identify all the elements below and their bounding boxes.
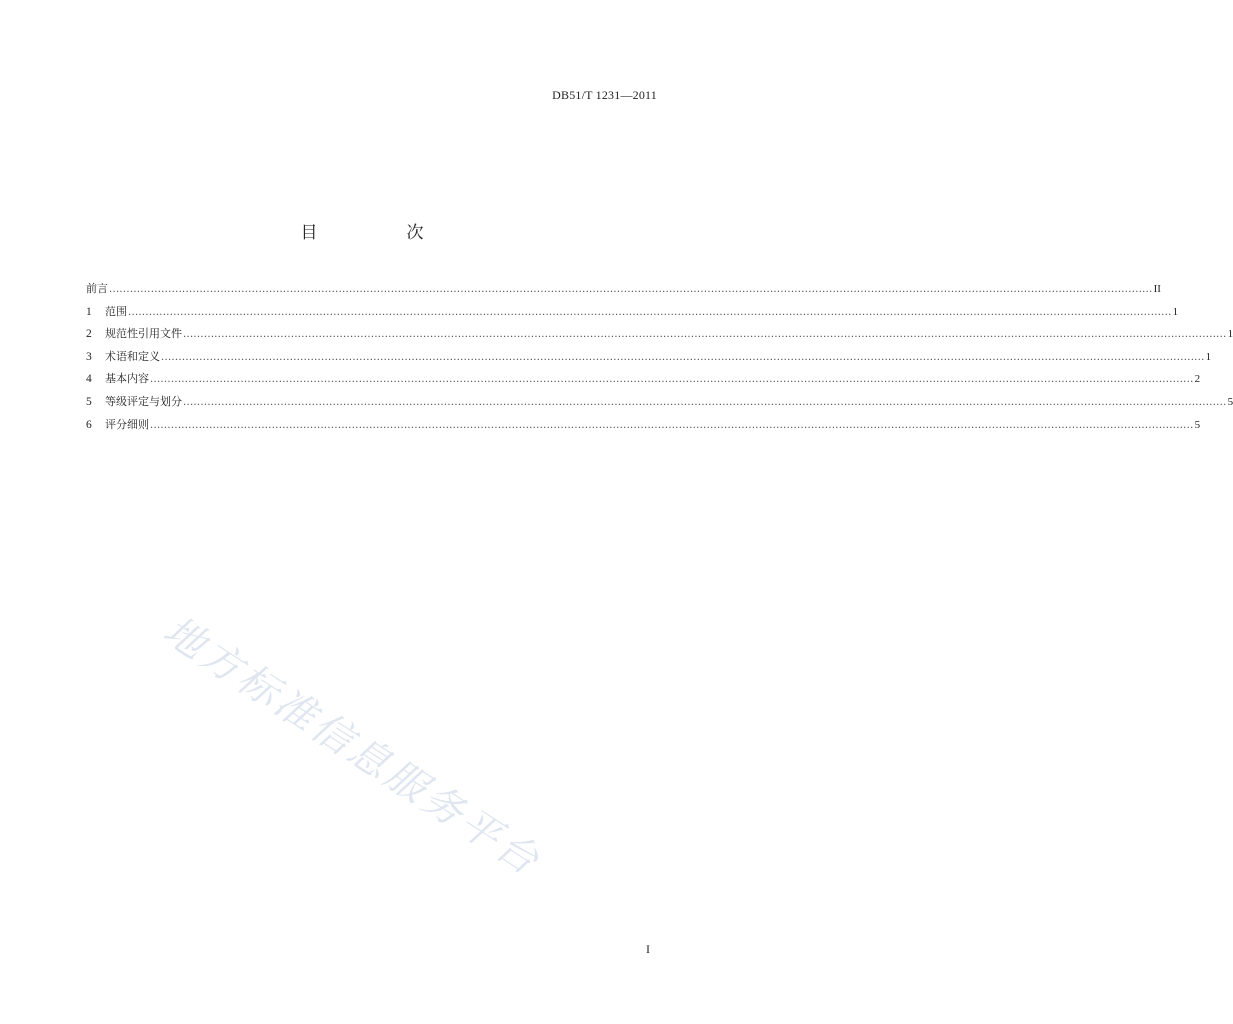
toc-entry-page: 1 [1172, 305, 1179, 318]
toc-entry-number: 1 [86, 305, 92, 318]
toc-entry-page: 1 [1227, 328, 1233, 341]
toc-entry-number: 6 [86, 418, 92, 431]
toc-entry-page: 2 [1194, 373, 1201, 386]
toc-dot-leader: ............................................................................................................................................................................................................................................................................................................ [183, 396, 1227, 408]
toc-entry-normative-references[interactable] [86, 323, 1233, 346]
toc-entry-scoring[interactable] [86, 414, 1201, 437]
toc-entry-label: 等级评定与划分 [105, 394, 182, 408]
toc-entry-label: 基本内容 [105, 372, 149, 386]
watermark: 地方标准信息服务平台 [155, 607, 550, 886]
toc-entry-foreword[interactable] [86, 278, 1161, 301]
toc-dot-leader: ............................................................................................................................................................................................................................................................................................................ [109, 284, 1153, 295]
toc-dot-leader: ............................................................................................................................................................................................................................................................................................................ [150, 374, 1194, 386]
toc-entry-page: II [1153, 283, 1161, 295]
toc-entry-grading[interactable] [86, 391, 1233, 414]
toc-entry-number: 4 [86, 373, 92, 386]
toc-entry-scope[interactable] [86, 301, 1179, 324]
toc-entry-label: 规范性引用文件 [105, 327, 182, 341]
toc-dot-leader: ............................................................................................................................................................................................................................................................................................................ [161, 351, 1205, 363]
toc-entry-label: 范围 [105, 304, 127, 318]
toc-entry-page: 1 [1205, 350, 1212, 363]
page-title: 目 次 [300, 223, 460, 243]
toc-entry-number: 2 [86, 328, 92, 341]
page-number: I [646, 942, 650, 956]
toc-dot-leader: ............................................................................................................................................................................................................................................................................................................ [183, 329, 1227, 341]
toc-entry-label: 术语和定义 [105, 349, 160, 363]
document-code: DB51/T 1231—2011 [552, 88, 657, 102]
toc-entry-page: 5 [1227, 395, 1233, 408]
toc-entry-label: 评分细则 [105, 417, 149, 431]
toc-entry-number: 3 [86, 350, 92, 363]
toc-entry-terms[interactable] [86, 346, 1212, 369]
toc-dot-leader: ............................................................................................................................................................................................................................................................................................................ [128, 306, 1172, 318]
toc-entry-page: 5 [1194, 418, 1201, 431]
toc-entry-label: 前言 [86, 282, 108, 295]
toc-entry-basic-content[interactable] [86, 368, 1201, 391]
toc-entry-number: 5 [86, 395, 92, 408]
toc-dot-leader: ............................................................................................................................................................................................................................................................................................................ [150, 419, 1194, 431]
table-of-contents [86, 278, 1233, 436]
